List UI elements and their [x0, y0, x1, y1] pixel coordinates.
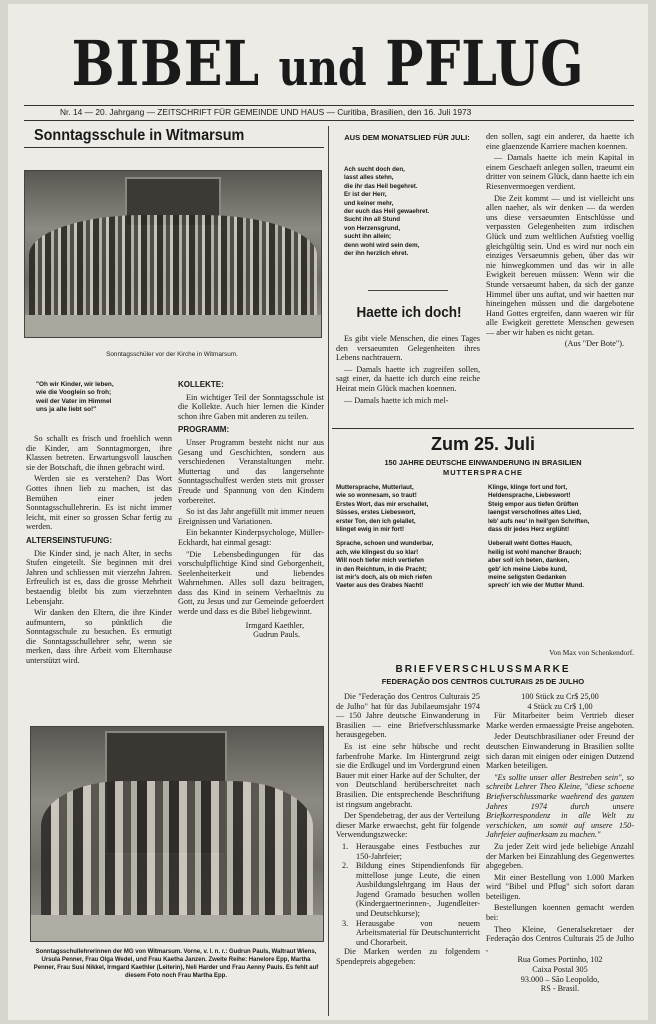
brief-col-b: 100 Stück zu Cr$ 25,00 4 Stück zu Cr$ 1,00 Für Mitarbeiter beim Vertrieb dieser Marke werden ermaessigte Preise angeboten. Jeder Deutschbrasilianer oder Freund der deutschen Einwanderung in Brasilien sollte sich daran mit einigen oder einigen Dutzend Marken beteiligen. "Es sollte unser aller Bestreben sein", so schreibt Lehrer Theo Kleine, "diese schoene Briefverschlussmarke waehrend des ganzen Jahres 1974 durch unsere Briefkorrespondenz in alle Welt zu verschicken, um somit auf unsere 150-Jahrfeier aufmerksam zu machen." Zu jeder Zeit wird jede beliebige Anzahl der Marken bei Einzahlung des Gegenwertes abgegeben. Mit einer Bestellung von 1.000 Marken wird "Bibel und Pflug" sich sofort daran beteiligen. Bestellungen koennen gemacht werden bei: Theo Kleine, Generalsekretaer der Federação dos Centros Culturais 25 de Julho , Rua Gomes Portinho, 102 Caixa Postal 305 93.000 – São Leopoldo, RS - Brasil. — [486, 692, 634, 994]
jubilee-subtitle-2: MUTTERSPRACHE — [443, 468, 523, 477]
jubilee-rule — [332, 428, 634, 429]
headline-zum-25-juli: Zum 25. Juli — [430, 434, 536, 454]
headline-haette: Haette ich doch! — [356, 304, 462, 321]
poem-author: Von Max von Schenkendorf. — [549, 648, 634, 657]
quote-block: "Oh wir Kinder, wir leben, wie die Vooglein so froh; weil der Vater im Himmel uns ja alle liebt so!" — [36, 381, 114, 414]
small-divider — [368, 290, 448, 291]
poem-right: Klinge, klinge fort und fort, Heldensprache, Liebeswort! Steig empor aus tiefen Grüften laengst verschollnes altes Lied, leb' aufs neu' in heil'gen Schriften, dass dir jedes Herz erglüht! Ueberall weht Gottes Hauch, heilig ist wohl mancher Brauch; aber soll ich beten, danken, geb' ich meine Liebe kund, meine seligsten Gedanken sprech' ich wie der Mutter Mund. — [488, 484, 590, 590]
photo2-caption: Sonntagsschullehrerinnen der MG von Witmarsum. Vorne, v. l. n. r.: Gudrun Pauls, Waltraut Wiens, Ursula Penner, Frau Olga Wedel, und Frau Kaetha Janzen. Zweite Reihe: Hanelore Epp, Martha Penner, Frau Susi Nikkel, Irmgard Kaethler (Leiterin), Neli Harder und Frau Aenny Pauls. Es fehlt auf diesem Foto noch Frau Martha Epp. — [33, 949, 319, 979]
brief-col-a: Die "Federação dos Centros Culturais 25 de Julho" hat für das Jubilaeumsjahr 1974 — 150 Jahre deutsche Einwanderung in Brasilien — eine Briefverschlussmarke herausgegeben. Es ist eine sehr hübsche und recht farbenfrohe Marke. Im Hintergrund zeigt sie die Erdkugel und im Vordergrund einen Bauer mit einer Harke auf der Schulter, der von Deutschland herüberschreitet nach Brasilien. Die entsprechende Beschriftung ist ringsum angebracht. Der Spendebetrag, der aus der Verteilung dieser Marke erwaechst, geht für folgende Verwendungszwecke: 1. Herausgabe eines Festbuches zur 150-Jahrfeier; 2. Bildung eines Stipendienfonds für mittellose junge Leute, die einen Ausbildungslehrgang im Haus der Jugend Gramado besuchen wollen (Kindergaertnerinnen-, Jugendleiter- und Deutschkurse); 3. Herausgabe von neuem Arbeitsmaterial für Deutschunterricht und Chorarbeit. Die Marken werden zu folgendem Spendepreis abgegeben: — [336, 692, 480, 967]
headline-briefverschlussmarke: BRIEFVERSCHLUSSMARKE — [395, 664, 571, 675]
column-divider — [328, 126, 329, 1016]
haette-col: Es gibt viele Menschen, die eines Tages den versaeumten Gelegenheiten ihres Lebens nachtrauern. — Damals haette ich zugreifen sollen, sagt einer, da haette ich durch eine reiche Heirat mein Glück machen koennen. — Damals haette ich mich mel- — [336, 334, 480, 405]
monatslied-heading-block: AUS DEM MONATSLIED FÜR JULI: — [344, 133, 470, 142]
left-col-a: So schallt es frisch und froehlich wenn die Kinder, am Sonntagmorgen, ihre Klassen betreten. Erwartungsvoll lauschen sie der Botschaft, die ihnen gebracht wird. Werden sie es verstehen? Das Wort Gottes ihnen lieb zu machen, ist das Bemühen einer jeden Sonntagsschullehrerin. Es ist nicht immer leicht, mit einer so grossen Schar fertig zu werden. ALTERSEINSTUFUNG: Die Kinder sind, je nach Alter, in sechs Stufen eingeteilt. Sie beginnen mit drei Jahren und schliessen mit vierzehn Jahren. Erfreulich ist es, dass die grosse Mehrheit bestaendig bleibt bis zum vierzehnten Lebensjahr. Wir danken den Eltern, die ihre Kinder aufmuntern, so pünktlich die Sonntagsschule zu besuchen. Es ermutigt die Sonntagsschullehrer sehr, wenn sie merken, dass ihre Arbeit vom Elternhause unterstützt wird. — [26, 434, 172, 666]
issue-line: Nr. 14 — 20. Jahrgang — ZEITSCHRIFT FÜR GEMEINDE UND HAUS — Curitiba, Brasilien, den 16. Juli 1973 — [60, 107, 472, 117]
monatslied-poem: Ach sucht doch den, lasst alles stehn, die ihr das Heil begehret. Er ist der Herr, und keiner mehr, der euch das Heil gewaehret. Sucht ihn all Stund von Herzensgrund, sucht ihn allein; denn wohl wird sein dem, der ihn herzlich ehret. — [344, 166, 430, 258]
headline-sonntagsschule: Sonntagsschule in Witmarsum — [34, 127, 245, 144]
poem-left: Muttersprache, Mutterlaut, wie so wonnesam, so traut! Erstes Wort, das mir erschallet, Süsses, erstes Liebeswort, erster Ton, den ich gelallet, klinget ewig in mir fort! Sprache, schoen und wunderbar, ach, wie klingest du so klar! Will noch tiefer mich vertiefen in den Reichtum, in die Pracht; ist mir's doch, als ob mich riefen Vaeter aus des Grabes Nacht! — [336, 484, 434, 590]
jubilee-subtitle: 150 JAHRE DEUTSCHE EINWANDERUNG IN BRASILIEN — [384, 458, 582, 467]
photo1-caption: Sonntagsschüler vor der Kirche in Witmarsum. — [106, 351, 238, 358]
brief-subtitle: FEDERAÇÃO DOS CENTROS CULTURAIS 25 DE JULHO — [381, 677, 585, 686]
masthead-rule-bottom — [24, 120, 634, 121]
headline-rule — [24, 147, 324, 148]
left-col-b: KOLLEKTE: Ein wichtiger Teil der Sonntagsschule ist die Kollekte. Auch hier lernen die Kinder schon ihre Gaben mit anderen zu teilen. PROGRAMM: Unser Programm besteht nicht nur aus Gesang und Geschichten, sondern aus verschiedenen Veranstaltungen mehr. Muttertag und das langersehnte Sonntagsschulfest werden stets mit grosser Freude und Spannung von den Kindern vorbereitet. So ist das Jahr angefüllt mit immer neuen Ereignissen und Variationen. Ein bekannter Kinderpsychologe, Müller-Eckhardt, hat einmal gesagt: "Die Lebensbedingungen für das vorschulpflichtige Kind sind Geborgenheit, Seelenheiterkeit und liebendes Wahrnehmen. Alles soll dazu beitragen, dass das Kind in seinem Verhaeltnis zu Gott, zu Jesus und zur Gemeinde gefoerdert werde und dass es die Bibel liebgewinnt. Irmgard Kaethler, Gudrun Pauls. — [178, 380, 324, 640]
newspaper-page — [8, 4, 648, 1020]
masthead-rule-top — [24, 105, 634, 106]
haette-col-continued: den sollen, sagt ein anderer, da haette ich eine glaenzende Karriere machen koennen. — Damals haette ich mein Kapital in einem Geschaeft anlegen sollen, traeumt ein dritter von seinem Glück, dann haette ich ein Riesenvermoegen verdient. Die Zeit kommt — und ist vielleicht uns allen naeher, als wir denken — da werden uns diese versaeumten Entschlüsse und verpassten Gelegenheiten zum irdischen Glück und zum weltlichen Aufstieg voellig gleichgültig sein. Und es wird nur noch ein einziges Versaeumnis geben, über das wir nie hinwegkommen und das wir in alle Ewigkeit bereuen müssen: Wenn wir die Stunde versaeumt haben, da sich der ganze Himmel über uns auftat, und wir haetten nur hineingehen müssen und die dargebotene Hand Gottes ergreifen, dann waeren wir für alle Ewigkeit gerettete Menschen gewesen — aber wir haben es nicht getan. (Aus "Der Bote"). — [486, 132, 634, 349]
photo-children-church — [24, 170, 322, 338]
masthead-title: BIBEL und PFLUG — [71, 27, 585, 100]
photo-teachers — [30, 726, 324, 942]
